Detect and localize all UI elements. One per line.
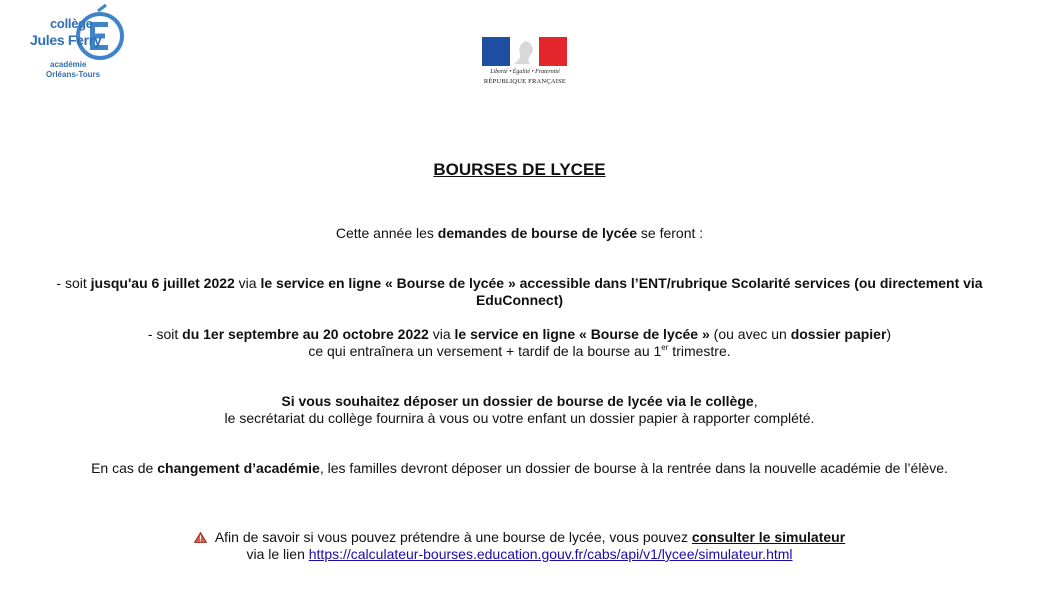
college-logo-line3: académie xyxy=(50,60,87,69)
french-flag xyxy=(482,37,567,66)
republic-name: RÉPUBLIQUE FRANÇAISE xyxy=(483,78,567,85)
academy-change-paragraph: En cas de changement d’académie, les familles devront déposer un dossier de bourse à la rentrée dans la nouvelle académie de l’élève. xyxy=(91,460,948,476)
page-title: BOURSES DE LYCEE xyxy=(433,160,606,179)
college-logo-line4: Orléans-Tours xyxy=(46,70,101,79)
college-logo-line2: Jules Ferry xyxy=(30,32,102,48)
republique-francaise-logo xyxy=(480,37,570,93)
republic-motto: Liberté • Égalité • Fraternité xyxy=(490,69,560,75)
intro-paragraph: Cette année les demandes de bourse de lycée se feront : xyxy=(335,225,704,241)
college-paragraph: Si vous souhaitez déposer un dossier de bourse de lycée via le collège, le secrétariat du collège fournira à vous ou votre enfant un dossier papier à rapporter complété. xyxy=(224,393,815,426)
college-logo-line1: collège xyxy=(50,16,93,31)
simulator-emphasis: consulter le simulateur xyxy=(691,529,846,545)
option2-paragraph: - soit du 1er septembre au 20 octobre 2022 via le service en ligne « Bourse de lycée » (ou avec un dossier papier) ce qui entraînera un versement + tardif de la bourse au 1er trimestre. xyxy=(147,326,892,359)
warning-icon xyxy=(194,532,207,543)
simulator-link[interactable]: https://calculateur-bourses.education.gouv.fr/cabs/api/v1/lycee/simulateur.html xyxy=(308,546,793,562)
marianne-icon xyxy=(510,37,538,66)
college-logo xyxy=(28,2,126,84)
option1-paragraph: - soit jusqu'au 6 juillet 2022 via le service en ligne « Bourse de lycée » accessible dans l’ENT/rubrique Scolarité services (ou directement via EduConnect) xyxy=(56,275,983,308)
simulator-paragraph: Afin de savoir si vous pouvez prétendre à une bourse de lycée, vous pouvez consulter le simulateur via le lien https://calculateur-bourses.education.gouv.fr/cabs/api/v1/lycee/simulateur.html xyxy=(0,529,1039,563)
